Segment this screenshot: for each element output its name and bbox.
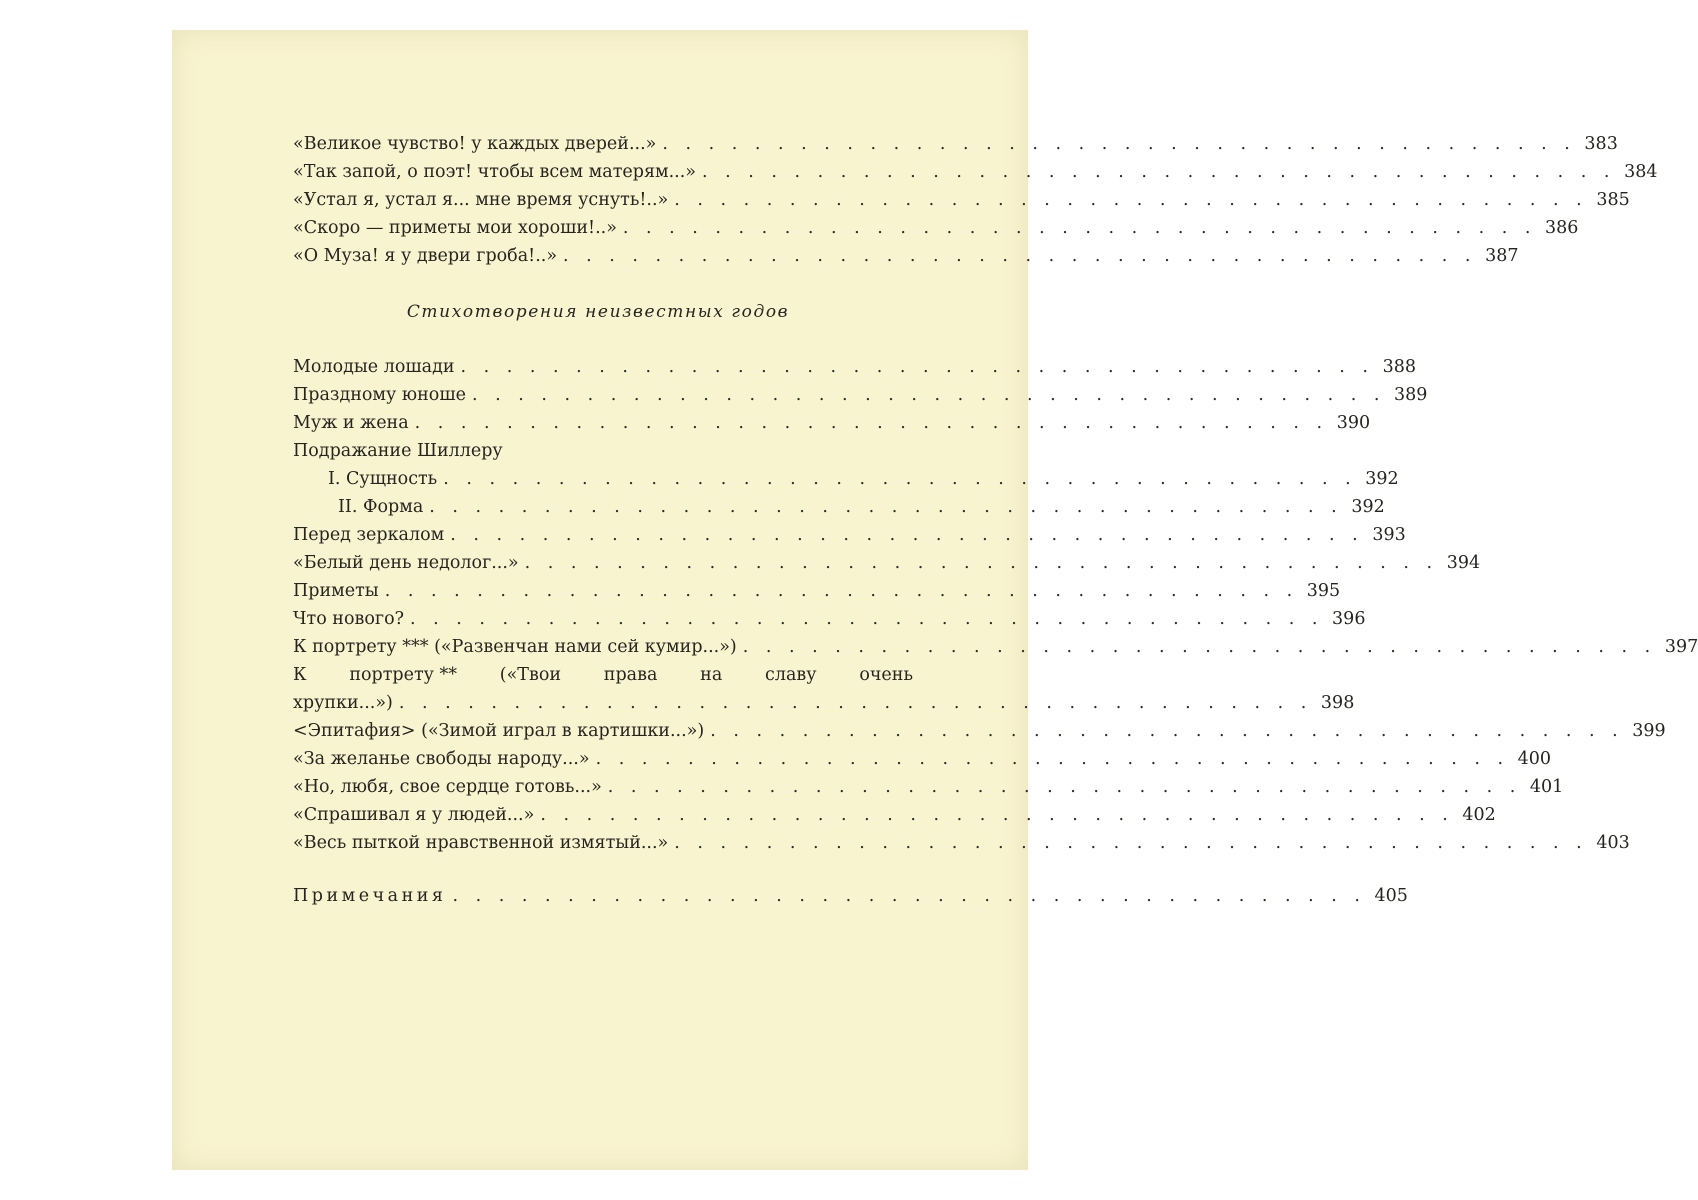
entry-page-number: 399	[1632, 721, 1666, 741]
entry-page-number: 394	[1446, 553, 1481, 573]
entry-page-number: 393	[1372, 525, 1406, 545]
dot-leader: . . . . . . . . . . . . . . . . . . . . . . . . . . . . . . . . . . . . . . . .	[702, 162, 1616, 182]
dot-leader: . . . . . . . . . . . . . . . . . . . . . . . . . . . . . . . . . . . . . . . .	[742, 637, 1657, 657]
toc-entry	[293, 353, 1416, 381]
dot-leader: . . . . . . . . . . . . . . . . . . . . . . . . . . . . . . . . . . . . . . . .	[452, 886, 1366, 906]
dot-leader: . . . . . . . . . . . . . . . . . . . . . . . . . . . . . . . . . . . . . . . .	[429, 497, 1343, 517]
toc-entry	[293, 130, 1618, 158]
dot-leader: . . . . . . . . . . . . . . . . . . . . . . . . . . . . . . . . . . . . . . . .	[414, 413, 1329, 433]
entry-page-number: 387	[1485, 246, 1519, 266]
entry-page-number: 398	[1320, 693, 1355, 713]
dot-leader: . . . . . . . . . . . . . . . . . . . . . . . . . . . . . . . . . . . . . . . .	[409, 609, 1324, 629]
dot-leader: . . . . . . . . . . . . . . . . . . . . . . . . . . . . . . . . . . . . . . . .	[398, 693, 1313, 713]
toc-group-heading: Подражание Шиллеру	[293, 441, 503, 461]
toc-entry	[293, 801, 1496, 829]
toc-entry	[293, 409, 1371, 437]
entry-page-number: 388	[1382, 357, 1416, 377]
entry-title: «Устал я, устал я... мне время уснуть!..»	[293, 190, 669, 210]
toc-entry	[293, 689, 1355, 717]
dot-leader: . . . . . . . . . . . . . . . . . . . . . . . . . . . . . . . . . . . . . . . .	[384, 581, 1299, 601]
entry-page-number: 392	[1365, 469, 1399, 489]
entry-title: «За желанье свободы народу...»	[293, 749, 590, 769]
toc-entry	[293, 521, 1406, 549]
entry-title-word: («Твои	[499, 665, 562, 685]
dot-leader: . . . . . . . . . . . . . . . . . . . . . . . . . . . . . . . . . . . . . . . .	[471, 385, 1386, 405]
entry-title: «О Муза! я у двери гроба!..»	[293, 246, 558, 266]
entry-title: Муж и жена	[293, 413, 409, 433]
dot-leader: . . . . . . . . . . . . . . . . . . . . . . . . . . . . . . . . . . . . . . . .	[563, 246, 1477, 266]
entry-page-number: 401	[1529, 777, 1564, 797]
toc-entry	[293, 493, 1385, 521]
entry-page-number: 402	[1462, 805, 1496, 825]
toc-entry	[293, 717, 1666, 745]
toc-entry	[293, 158, 1658, 186]
entry-title-word: славу	[765, 665, 817, 685]
toc-entry	[293, 633, 1698, 661]
dot-leader: . . . . . . . . . . . . . . . . . . . . . . . . . . . . . . . . . . . . . . . .	[674, 833, 1588, 853]
entry-title: Праздному юноше	[293, 385, 466, 405]
entry-title: Перед зеркалом	[293, 525, 445, 545]
entry-title: хрупки...»)	[293, 693, 393, 713]
entry-title-word: очень	[859, 665, 913, 685]
entry-title: «Так запой, о поэт! чтобы всем матерям...»	[293, 162, 696, 182]
dot-leader: . . . . . . . . . . . . . . . . . . . . . . . . . . . . . . . . . . . . . . . .	[524, 553, 1439, 573]
toc-entry-first-line	[293, 661, 913, 689]
book-page	[172, 30, 1698, 1170]
entry-title: «Белый день недолог...»	[293, 553, 519, 573]
dot-leader: . . . . . . . . . . . . . . . . . . . . . . . . . . . . . . . . . . . . . . . .	[460, 357, 1374, 377]
dot-leader: . . . . . . . . . . . . . . . . . . . . . . . . . . . . . . . . . . . . . . . .	[674, 190, 1588, 210]
dot-leader: . . . . . . . . . . . . . . . . . . . . . . . . . . . . . . . . . . . . . . . .	[443, 469, 1357, 489]
toc-entry	[293, 186, 1630, 214]
entry-title: <Эпитафия> («Зимой играл в картишки...»)	[293, 721, 705, 741]
dot-leader: . . . . . . . . . . . . . . . . . . . . . . . . . . . . . . . . . . . . . . . .	[622, 218, 1537, 238]
entry-title-word: права	[603, 665, 658, 685]
toc-entry	[293, 214, 1579, 242]
entry-page-number: 390	[1336, 413, 1371, 433]
toc-entry	[293, 242, 1519, 270]
toc-entry	[293, 577, 1341, 605]
entry-page-number: 383	[1584, 134, 1618, 154]
entry-page-number: 386	[1544, 218, 1579, 238]
dot-leader: . . . . . . . . . . . . . . . . . . . . . . . . . . . . . . . . . . . . . . . .	[710, 721, 1624, 741]
entry-title-word: К	[293, 665, 307, 685]
entry-title: Приметы	[293, 581, 379, 601]
toc-entry	[293, 605, 1366, 633]
entry-title: К портрету *** («Развенчан нами сей кумир...»)	[293, 637, 737, 657]
toc-entry	[293, 381, 1428, 409]
dot-leader: . . . . . . . . . . . . . . . . . . . . . . . . . . . . . . . . . . . . . . . .	[450, 525, 1364, 545]
table-of-contents	[293, 130, 1698, 910]
entry-title: Примечания	[293, 886, 447, 906]
entry-page-number: 396	[1332, 609, 1366, 629]
entry-page-number: 389	[1394, 385, 1428, 405]
dot-leader: . . . . . . . . . . . . . . . . . . . . . . . . . . . . . . . . . . . . . . . .	[607, 777, 1522, 797]
entry-page-number: 403	[1596, 833, 1630, 853]
dot-leader: . . . . . . . . . . . . . . . . . . . . . . . . . . . . . . . . . . . . . . . .	[662, 134, 1576, 154]
entry-title-word: портрету **	[349, 665, 457, 685]
entry-title: Молодые лошади	[293, 357, 455, 377]
entry-title-word: на	[700, 665, 723, 685]
entry-title: «Великое чувство! у каждых дверей...»	[293, 134, 657, 154]
toc-entry	[293, 465, 1399, 493]
entry-title: «Но, любя, свое сердце готовь...»	[293, 777, 602, 797]
dot-leader: . . . . . . . . . . . . . . . . . . . . . . . . . . . . . . . . . . . . . . . .	[595, 749, 1510, 769]
entry-title: «Спрашивал я у людей...»	[293, 805, 535, 825]
entry-page-number: 400	[1517, 749, 1552, 769]
entry-title: II. Форма	[338, 497, 424, 517]
entry-page-number: 395	[1306, 581, 1341, 601]
toc-entry-notes	[293, 882, 1408, 910]
entry-title: Что нового?	[293, 609, 404, 629]
dot-leader: . . . . . . . . . . . . . . . . . . . . . . . . . . . . . . . . . . . . . . . .	[540, 805, 1454, 825]
section-heading: Стихотворения неизвестных годов	[406, 302, 790, 322]
toc-entry	[293, 829, 1630, 857]
toc-entry	[293, 745, 1552, 773]
entry-title: «Весь пыткой нравственной измятый...»	[293, 833, 669, 853]
entry-page-number: 397	[1664, 637, 1698, 657]
entry-page-number: 384	[1624, 162, 1658, 182]
toc-entry	[293, 549, 1481, 577]
entry-title: I. Сущность	[328, 469, 438, 489]
entry-page-number: 392	[1351, 497, 1385, 517]
entry-title: «Скоро — приметы мои хороши!..»	[293, 218, 617, 238]
entry-page-number: 405	[1374, 886, 1408, 906]
entry-page-number: 385	[1596, 190, 1630, 210]
toc-entry	[293, 773, 1564, 801]
